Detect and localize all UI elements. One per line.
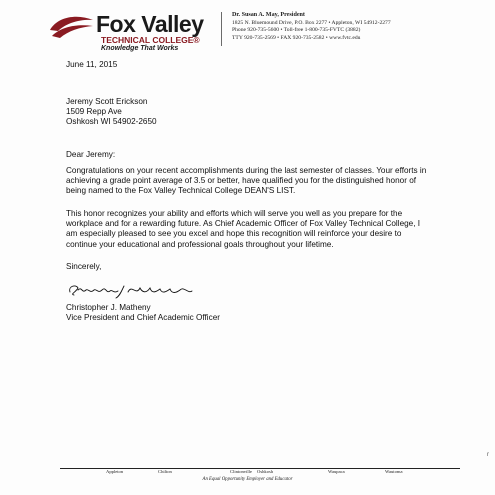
recipient-street: 1509 Repp Ave	[66, 107, 122, 117]
eeo-statement: An Equal Opportunity Employer and Educator	[202, 477, 293, 482]
signature-block	[66, 303, 220, 323]
swoosh-logo-icon	[48, 14, 94, 40]
address-line: 1825 N. Bluemound Drive, P.O. Box 2277 • Appleton, WI 54912-2277	[232, 19, 391, 26]
tty-fax-line: TTY 920-735-2569 • FAX 920-735-2582 • www.fvtc.edu	[232, 34, 361, 41]
campus-item: Chilton	[158, 469, 172, 474]
body-paragraph-1: Congratulations on your recent accomplishments during the last semester of classes. Your efforts in achieving a grade point average of 3.5 or better, have qualified you for the distinguished honor of being named to the Fox Valley Technical College DEAN'S LIST.	[66, 166, 427, 196]
president-line: Dr. Susan A. May, President	[232, 12, 305, 18]
header-divider	[221, 12, 222, 46]
campus-item: Oshkosh	[257, 469, 274, 474]
fvtc-logo	[48, 10, 218, 50]
signer-name: Christopher J. Matheny	[66, 303, 151, 312]
logo-college-text: TECHNICAL COLLEGE®	[101, 35, 200, 45]
phone-line: Phone 920-735-5600 • Toll-free 1-800-735-FVTC (3882)	[232, 27, 361, 34]
salutation: Dear Jeremy:	[66, 150, 116, 159]
campus-item: Waupaca	[328, 469, 345, 474]
campus-item: Wautoma	[385, 469, 403, 474]
logo-wordmark: Fox Valley	[96, 11, 204, 37]
recipient-address	[66, 97, 157, 128]
recipient-city: Oshkosh WI 54902-2650	[66, 117, 157, 127]
closing: Sincerely,	[66, 262, 102, 271]
handwritten-signature	[66, 280, 196, 300]
campus-list	[60, 469, 460, 477]
recipient-name: Jeremy Scott Erickson	[66, 97, 148, 106]
campus-item: Appleton	[106, 469, 124, 474]
logo-tagline: Knowledge That Works	[101, 45, 179, 52]
campus-item: Clintonville	[230, 469, 252, 474]
contact-block	[232, 12, 391, 42]
letter-date: June 11, 2015	[66, 60, 118, 69]
signer-title: Vice President and Chief Academic Officer	[66, 313, 220, 323]
corner-mark: r	[487, 452, 489, 458]
body-paragraph-2: This honor recognizes your ability and efforts which will serve you well as you prepare for the workplace and for a rewarding future. As Chief Academic Officer of Fox Valley Technical College, I am especially pleased to see you excel and hope this recognition will reinforce your desire to continue your educational and professional goals throughout your lifetime.	[66, 209, 421, 249]
